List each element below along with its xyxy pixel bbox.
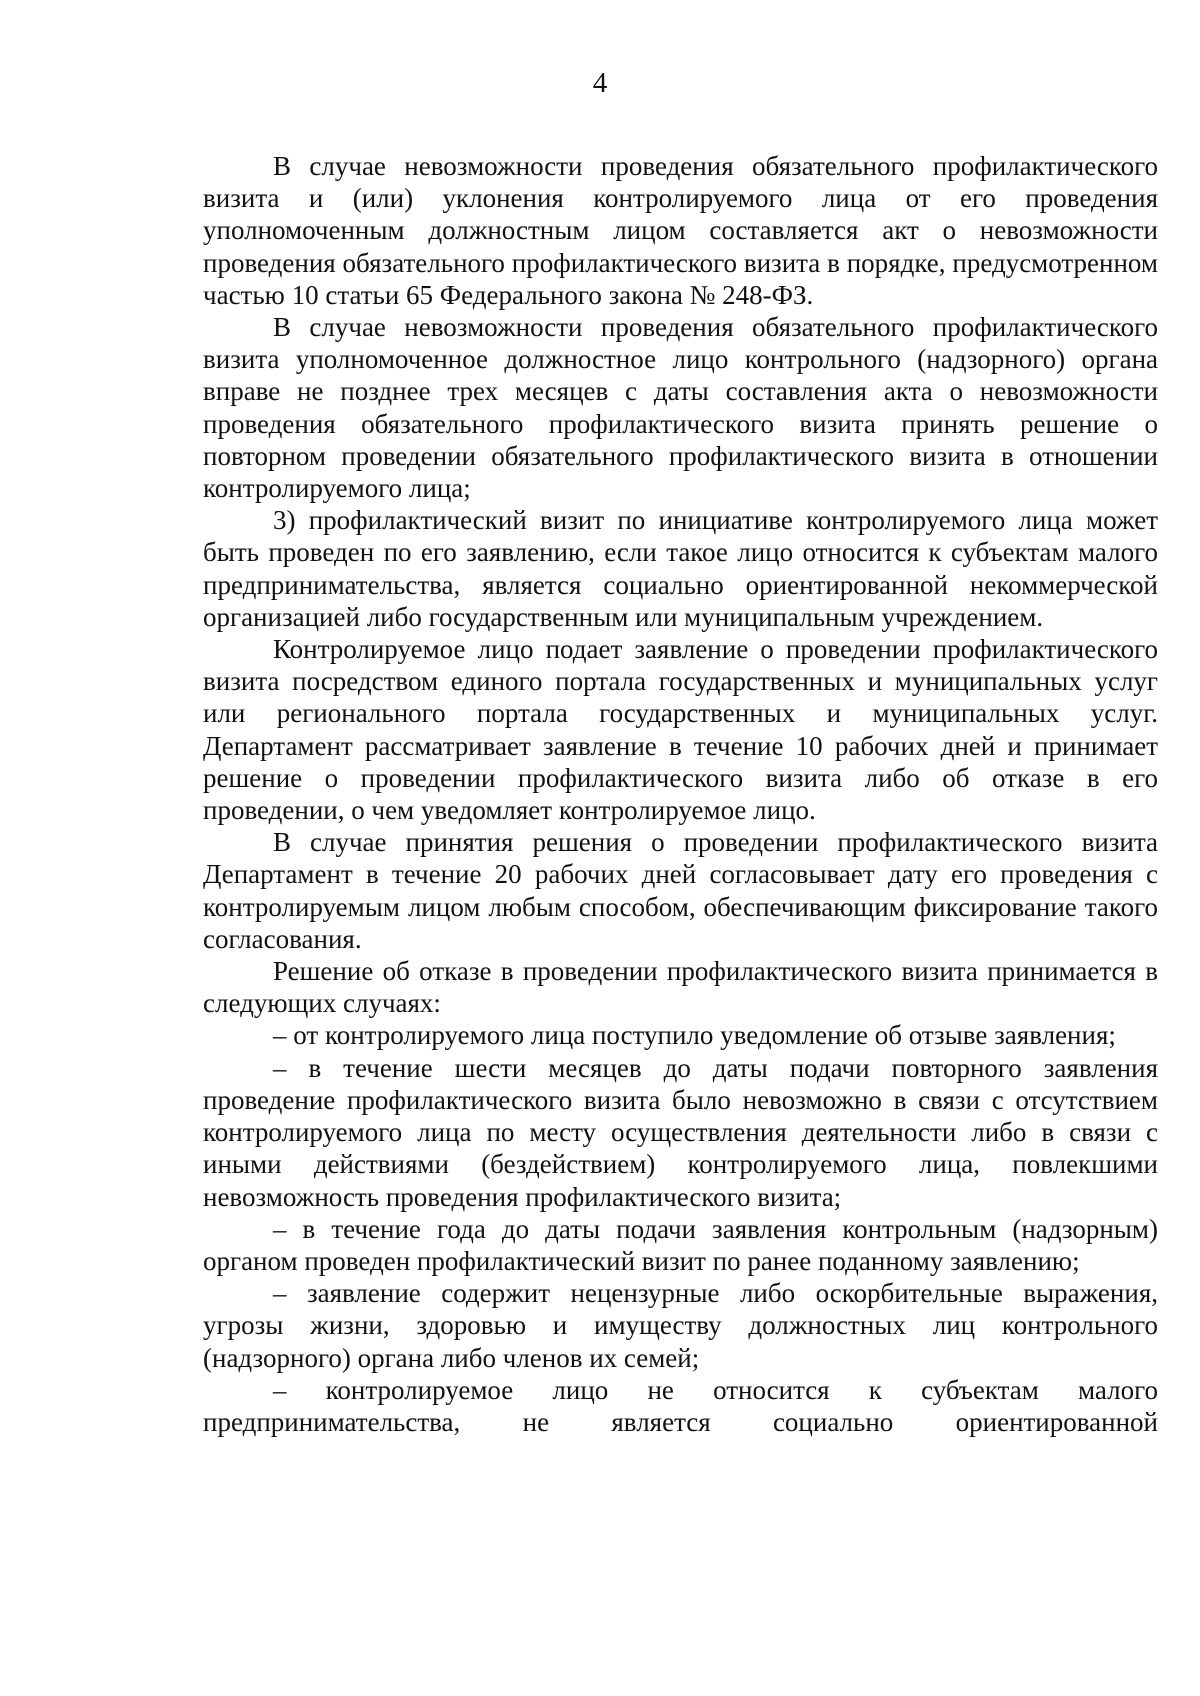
list-item-obscene-content: – заявление содержит нецензурные либо оскорбительные выражения, угрозы жизни, здоровью и имуществу должностных лиц контрольного (надзорного) органа либо членов их семей;	[203, 1278, 1158, 1373]
paragraph-refusal-cases: Решение об отказе в проведении профилактического визита принимается в следующих случаях:	[203, 956, 1158, 1019]
paragraph-repeat-visit: В случае невозможности проведения обязательного профилактического визита уполномоченное должностное лицо контрольного (надзорного) органа вправе не позднее трех месяцев с даты составления акта о невозможности проведения обязательного профилактического визита принять решение о повторном проведении обязательного профилактического визита в отношении контролируемого лица;	[203, 312, 1158, 504]
list-item-six-months: – в течение шести месяцев до даты подачи повторного заявления проведение профилактического визита было невозможно в связи с отсутствием контролируемого лица по месту осуществления деятельности либо в связи с иными действиями (бездействием) контролируемого лица, повлекшими невозможность проведения профилактического визита;	[203, 1052, 1158, 1212]
paragraph-impossibility-act: В случае невозможности проведения обязательного профилактического визита и (или) уклонения контролируемого лица от его проведения уполномоченным должностным лицом составляется акт о невозможности проведения обязательного профилактического визита в порядке, предусмотренном частью 10 статьи 65 Федерального закона № 248-ФЗ.	[203, 151, 1158, 310]
list-item-within-year: – в течение года до даты подачи заявления контрольным (надзорным) органом проведен профилактический визит по ранее поданному заявлению;	[203, 1213, 1158, 1276]
page-number: 4	[592, 67, 608, 99]
paragraph-application-procedure: Контролируемое лицо подает заявление о проведении профилактического визита посредством единого портала государственных и муниципальных услуг или регионального портала государственных и муниципальных услуг. Департамент рассматривает заявление в течение 10 рабочих дней и принимает решение о проведении профилактического визита либо об отказе в его проведении, о чем уведомляет контролируемое лицо.	[203, 634, 1158, 826]
list-item-withdrawal: – от контролируемого лица поступило уведомление об отзыве заявления;	[273, 1020, 1116, 1051]
document-body	[203, 150, 1158, 1438]
paragraph-date-agreement: В случае принятия решения о проведении профилактического визита Департамент в течение 20 рабочих дней согласовывает дату его проведения с контролируемым лицом любым способом, обеспечивающим фиксирование такого согласования.	[203, 827, 1158, 954]
list-item-not-small-business: – контролируемое лицо не относится к субъектам малого предпринимательства, не является социально ориентированной	[203, 1374, 1158, 1437]
paragraph-initiative-visit: 3) профилактический визит по инициативе контролируемого лица может быть проведен по его заявлению, если такое лицо относится к субъектам малого предпринимательства, является социально ориентированной некоммерческой организацией либо государственным или муниципальным учреждением.	[203, 505, 1158, 632]
